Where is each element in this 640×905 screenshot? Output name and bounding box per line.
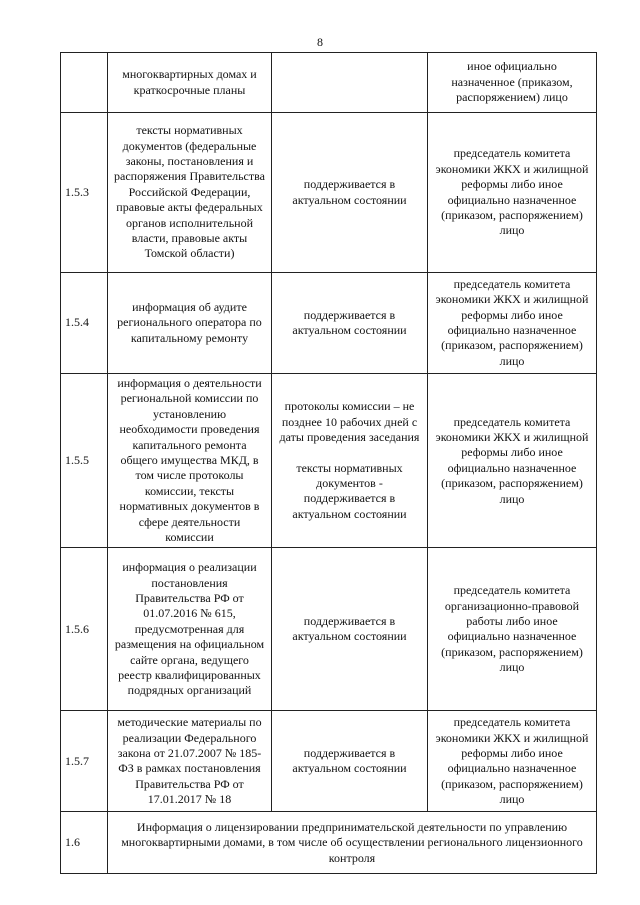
responsible-cell: председатель комитета экономики ЖКХ и жилищной реформы либо иное официально назначенное (приказом, распоряжением) лицо	[428, 273, 597, 374]
row-number: 1.5.6	[61, 548, 108, 711]
responsible-cell: председатель комитета организационно-правовой работы либо иное официально назначенное (приказом, распоряжением) лицо	[428, 548, 597, 711]
period-protocols: протоколы комиссии – не позднее 10 рабочих дней с даты проведения заседания	[279, 399, 420, 445]
period-cell: поддерживается в актуальном состоянии	[272, 273, 428, 374]
row-number: 1.5.4	[61, 273, 108, 374]
period-cell: поддерживается в актуальном состоянии	[272, 548, 428, 711]
info-table	[60, 52, 597, 874]
period-cell	[272, 374, 428, 548]
table-row	[61, 711, 597, 812]
table-row	[61, 812, 597, 874]
info-cell: информация об аудите регионального оператора по капитальному ремонту	[108, 273, 272, 374]
section-heading: Информация о лицензировании предпринимательской деятельности по управлению многоквартирными домами, в том числе об осуществлении регионального лицензионного контроля	[108, 812, 597, 874]
responsible-cell: председатель комитета экономики ЖКХ и жилищной реформы либо иное официально назначенное (приказом, распоряжением) лицо	[428, 374, 597, 548]
table-row	[61, 273, 597, 374]
row-number: 1.6	[61, 812, 108, 874]
table-row	[61, 374, 597, 548]
period-cell: поддерживается в актуальном состоянии	[272, 113, 428, 273]
period-cell	[272, 53, 428, 113]
table-row	[61, 53, 597, 113]
info-cell: многоквартирных домах и краткосрочные планы	[108, 53, 272, 113]
row-number	[61, 53, 108, 113]
responsible-cell: иное официально назначенное (приказом, распоряжением) лицо	[428, 53, 597, 113]
row-number: 1.5.5	[61, 374, 108, 548]
page-number: 8	[317, 35, 323, 49]
period-documents: тексты нормативных документов - поддерживается в актуальном состоянии	[292, 460, 407, 521]
period-cell: поддерживается в актуальном состоянии	[272, 711, 428, 812]
info-cell: методические материалы по реализации Федерального закона от 21.07.2007 № 185-ФЗ в рамках постановления Правительства РФ от 17.01.2017 № 18	[108, 711, 272, 812]
table-row	[61, 548, 597, 711]
responsible-cell: председатель комитета экономики ЖКХ и жилищной реформы либо иное официально назначенное (приказом, распоряжением) лицо	[428, 113, 597, 273]
info-cell: информация о деятельности региональной комиссии по установлению необходимости проведения капитального ремонта общего имущества МКД, в том числе протоколы комиссии, тексты нормативных документов в сфере деятельности комиссии	[108, 374, 272, 548]
info-cell: информация о реализации постановления Правительства РФ от 01.07.2016 № 615, предусмотренная для размещения на официальном сайте органа, ведущего реестр квалифицированных подрядных организаций	[108, 548, 272, 711]
info-cell: тексты нормативных документов (федеральные законы, постановления и распоряжения Правительства Российской Федерации, правовые акты федеральных органов исполнительной власти, правовые акты Томской области)	[108, 113, 272, 273]
row-number: 1.5.3	[61, 113, 108, 273]
table-row	[61, 113, 597, 273]
responsible-cell: председатель комитета экономики ЖКХ и жилищной реформы либо иное официально назначенное (приказом, распоряжением) лицо	[428, 711, 597, 812]
row-number: 1.5.7	[61, 711, 108, 812]
